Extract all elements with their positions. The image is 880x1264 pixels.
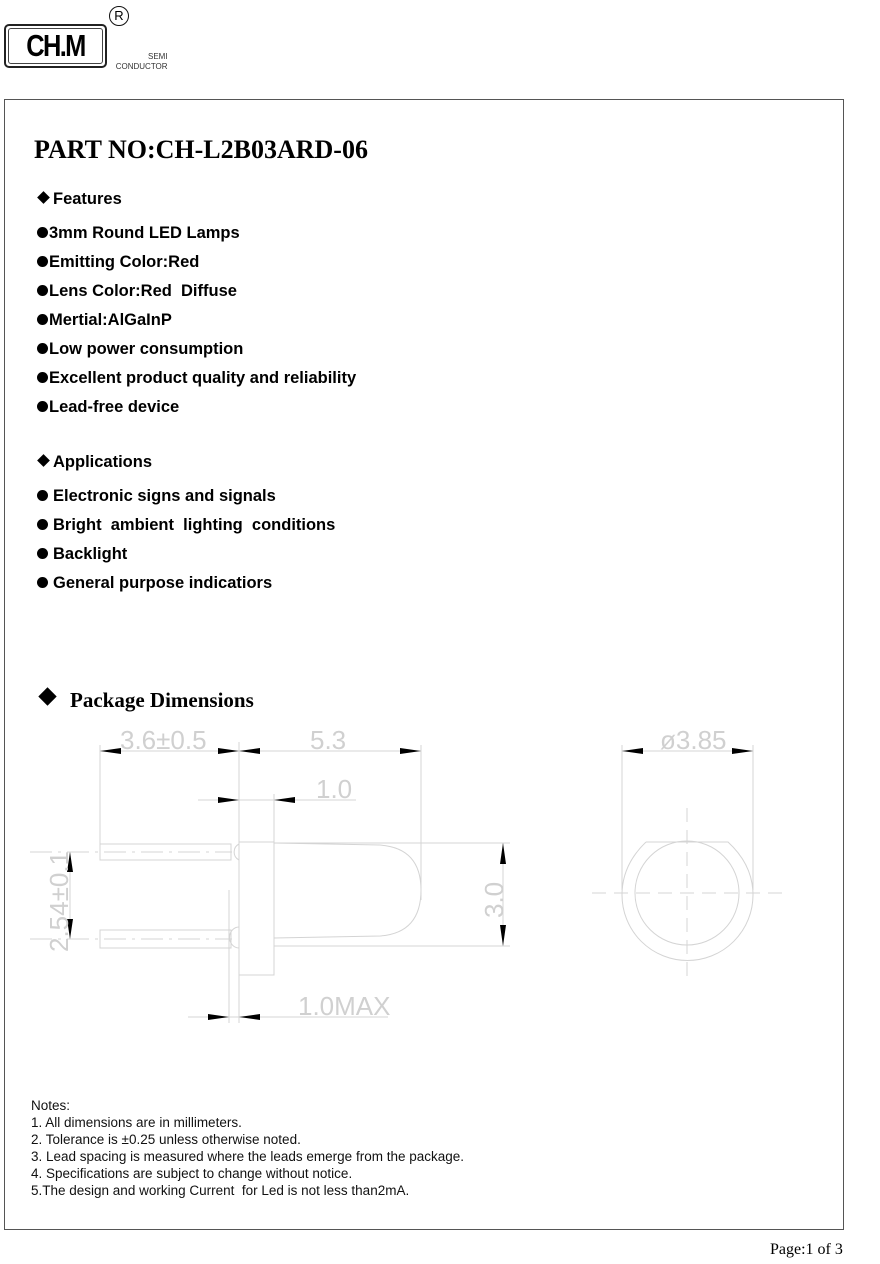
bullet-icon — [37, 314, 48, 325]
feature-item-text: Mertial:AlGaInP — [49, 311, 172, 329]
notes-heading: Notes: — [31, 1098, 71, 1113]
feature-item-text: Lens Color:Red Diffuse — [49, 282, 237, 300]
bullet-icon — [37, 548, 48, 559]
features-heading-text: Features — [53, 190, 122, 208]
arrow-icon — [732, 748, 753, 754]
logo-subtitle — [115, 52, 168, 72]
application-item-text: Backlight — [53, 545, 128, 563]
bullet-icon — [37, 577, 48, 588]
lens-body — [274, 843, 421, 938]
bullet-icon — [37, 372, 48, 383]
application-item — [37, 573, 272, 593]
company-logo — [4, 24, 107, 68]
feature-item-text: Emitting Color:Red — [49, 253, 200, 271]
arrow-icon — [218, 748, 239, 754]
feature-item — [37, 252, 199, 272]
feature-item — [37, 281, 237, 301]
logo-subtitle-line2: CONDUCTOR — [115, 62, 168, 71]
bullet-icon — [37, 490, 48, 501]
feature-item — [37, 223, 240, 243]
feature-item — [37, 310, 172, 330]
feature-item-text: Excellent product quality and reliability — [49, 369, 357, 387]
arrow-icon — [400, 748, 421, 754]
bullet-icon — [37, 227, 48, 238]
arrow-icon — [239, 1014, 260, 1020]
page-number: Page:1 of 3 — [770, 1241, 843, 1258]
arrow-icon — [500, 843, 506, 864]
bullet-icon — [37, 343, 48, 354]
feature-item-text: 3mm Round LED Lamps — [49, 224, 240, 242]
feature-item — [37, 368, 356, 388]
arrow-icon — [218, 797, 239, 803]
lead-bend — [234, 844, 239, 860]
notes-section — [31, 1097, 464, 1199]
diamond-bullet-icon — [38, 687, 56, 705]
led-front-view-drawing — [580, 720, 800, 980]
bullet-icon — [37, 519, 48, 530]
arrow-icon — [274, 797, 295, 803]
application-item-text: Electronic signs and signals — [53, 487, 276, 505]
arrow-icon — [622, 748, 643, 754]
arrow-icon — [500, 925, 506, 946]
feature-item — [37, 339, 243, 359]
package-dimensions-heading-text: Package Dimensions — [70, 688, 254, 712]
diamond-bullet-icon — [37, 454, 50, 467]
logo-brand-text: CH.M — [26, 28, 85, 63]
note-item: 3. Lead spacing is measured where the leads emerge from the package. — [31, 1149, 465, 1164]
bullet-icon — [37, 401, 48, 412]
note-item: 5.The design and working Current for Led is not less than2mA. — [31, 1183, 410, 1198]
bullet-icon — [37, 256, 48, 267]
application-item-text: Bright ambient lighting conditions — [53, 516, 336, 534]
dim-lead-spacing: 2.54±0.1 — [44, 850, 74, 952]
flange — [239, 842, 274, 975]
dim-lead-length: 3.6±0.5 — [120, 725, 207, 755]
feature-item — [37, 397, 179, 417]
diamond-bullet-icon — [37, 191, 50, 204]
arrow-icon — [208, 1014, 229, 1020]
dim-body-length: 5.3 — [310, 725, 347, 755]
dim-body-diameter: 3.0 — [479, 881, 509, 918]
arrow-icon — [100, 748, 121, 754]
dim-flange-max: 1.0MAX — [298, 991, 391, 1021]
page-title: PART NO:CH-L2B03ARD-06 — [34, 135, 368, 164]
note-item: 1. All dimensions are in millimeters. — [31, 1115, 242, 1130]
feature-item-text: Lead-free device — [49, 398, 180, 416]
application-item-text: General purpose indicatiors — [53, 574, 273, 592]
features-heading — [36, 189, 122, 209]
application-item — [37, 544, 127, 564]
applications-heading-text: Applications — [53, 453, 153, 471]
dim-flange-width: 1.0 — [316, 774, 353, 804]
applications-heading — [36, 452, 152, 472]
feature-item-text: Low power consumption — [49, 340, 244, 358]
note-item: 2. Tolerance is ±0.25 unless otherwise noted. — [31, 1132, 301, 1147]
registered-mark-icon: R — [109, 6, 129, 26]
bullet-icon — [37, 285, 48, 296]
application-item — [37, 486, 276, 506]
arrow-icon — [239, 748, 260, 754]
package-dimensions-heading — [38, 686, 254, 714]
logo-subtitle-line1: SEMI — [148, 52, 168, 61]
dim-flange-diameter: ø3.85 — [660, 725, 727, 755]
application-item — [37, 515, 335, 535]
note-item: 4. Specifications are subject to change without notice. — [31, 1166, 353, 1181]
